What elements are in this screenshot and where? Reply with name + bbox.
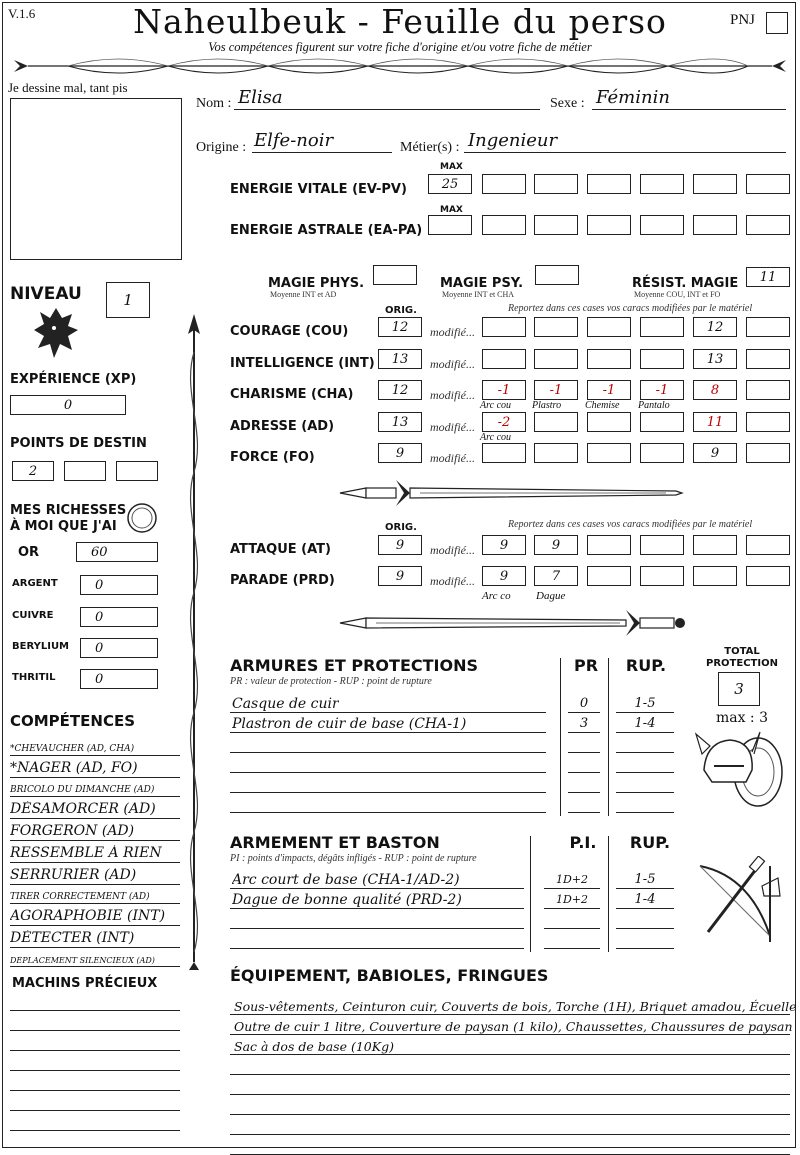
sexe-label: Sexe :: [550, 96, 585, 111]
stat-mod-box[interactable]: -1: [482, 380, 526, 400]
armor-row[interactable]: [230, 694, 546, 713]
stat-mod-box[interactable]: [746, 443, 790, 463]
skill-line[interactable]: [10, 903, 180, 926]
total-label-2: PROTECTION: [706, 658, 778, 669]
armor-sub: PR : valeur de protection - RUP : point de rupture: [230, 676, 432, 687]
niveau-label: NIVEAU: [10, 284, 82, 304]
stat-mod-box[interactable]: -1: [640, 380, 684, 400]
resist-magie-box[interactable]: 11: [746, 267, 790, 287]
equipment-text: Sac à dos de base (10Kg): [234, 1039, 394, 1054]
armor-pr[interactable]: [568, 774, 600, 793]
stat-mod-box[interactable]: [534, 349, 578, 369]
stat-label: COURAGE (COU): [230, 324, 349, 339]
wealth-label: BERYLIUM: [12, 641, 70, 652]
stat-mod-box[interactable]: 13: [693, 349, 737, 369]
stat-modif-label: modifié...: [430, 388, 475, 402]
equipment-line[interactable]: [230, 1136, 790, 1155]
skill-name: AGORAPHOBIE (INT): [10, 908, 166, 924]
equipment-line[interactable]: [230, 1116, 790, 1135]
magie-psy-label: MAGIE PSY.: [440, 276, 524, 291]
stat-mod-box[interactable]: [640, 412, 684, 432]
resist-magie-sub: Moyenne COU, INT et FO: [634, 290, 721, 299]
ev-max-label: MAX: [440, 162, 463, 172]
stat-modif-label: modifié...: [430, 357, 475, 371]
ea-box[interactable]: [640, 215, 684, 235]
portrait-caption: Je dessine mal, tant pis: [8, 80, 128, 95]
wealth-label: ARGENT: [12, 578, 58, 589]
skill-name: DÉPLACEMENT SILENCIEUX (AD): [10, 956, 155, 965]
destin-box-1[interactable]: 2: [12, 461, 54, 481]
combat-modif-label: modifié...: [430, 543, 475, 557]
total-max: max : 3: [715, 710, 769, 726]
equipment-text: Sous-vêtements, Ceinturon cuir, Couverts de bois, Torche (1H), Briquet amadou, Écuelle: [234, 999, 797, 1014]
wealth-box[interactable]: 0: [80, 575, 158, 595]
machins-line[interactable]: [10, 1016, 180, 1031]
richesses-label-2: À MOI QUE J'AI: [10, 519, 117, 534]
skill-line[interactable]: [10, 862, 180, 885]
ea-box[interactable]: [746, 215, 790, 235]
equipment-line[interactable]: [230, 1036, 790, 1055]
nom-field[interactable]: [234, 89, 540, 110]
combat-orig-box[interactable]: 9: [378, 566, 422, 586]
magie-psy-sub: Moyenne INT et CHA: [442, 290, 515, 299]
stat-mod-box[interactable]: [534, 317, 578, 337]
stat-mod-box[interactable]: [534, 412, 578, 432]
armor-row[interactable]: [230, 754, 546, 773]
skill-line[interactable]: [10, 796, 180, 819]
equipment-line[interactable]: [230, 1076, 790, 1095]
skill-line[interactable]: [10, 736, 180, 756]
skill-line[interactable]: [10, 818, 180, 841]
equipment-line[interactable]: [230, 996, 797, 1015]
stat-mod-box[interactable]: [587, 317, 631, 337]
armor-row[interactable]: [230, 714, 546, 733]
skill-name: BRICOLO DU DIMANCHE (AD): [10, 785, 155, 795]
nom-label: Nom :: [196, 96, 232, 111]
pnj-label: PNJ: [730, 12, 756, 28]
ea-max-label: MAX: [440, 205, 463, 215]
armor-rup[interactable]: 1-4: [616, 714, 674, 733]
weapon-rup[interactable]: [616, 910, 674, 929]
ev-box[interactable]: [746, 174, 790, 194]
armor-row[interactable]: [230, 794, 546, 813]
stat-mod-box[interactable]: [746, 412, 790, 432]
armor-divider: [560, 658, 561, 816]
armor-name: Casque de cuir: [232, 696, 339, 712]
combat-hint: Reportez dans ces cases vos caracs modifiées par le matériel: [508, 519, 753, 530]
stat-mod-box[interactable]: -2: [482, 412, 526, 432]
ev-label: ENERGIE VITALE (EV-PV): [230, 182, 407, 197]
sheet-subtitle: Vos compétences figurent sur votre fiche d'origine et/ou votre fiche de métier: [208, 40, 592, 54]
portrait-box[interactable]: [10, 98, 182, 260]
stats-orig-label: ORIG.: [385, 305, 417, 316]
combat-mod-box[interactable]: [640, 566, 684, 586]
weapon-name: Dague de bonne qualité (PRD-2): [232, 892, 462, 908]
equipment-line[interactable]: [230, 1056, 790, 1075]
ea-box[interactable]: [482, 215, 526, 235]
combat-note-1: Arc co: [482, 590, 511, 602]
metier-label: Métier(s) :: [400, 140, 460, 155]
stat-orig-box[interactable]: 13: [378, 349, 422, 369]
machins-line[interactable]: [10, 1036, 180, 1051]
skill-name: FORGERON (AD): [10, 823, 135, 839]
stat-orig-box[interactable]: 12: [378, 380, 422, 400]
weapons-rup-header: RUP.: [629, 833, 671, 852]
stat-label: ADRESSE (AD): [230, 419, 335, 434]
combat-mod-box[interactable]: 9: [534, 535, 578, 555]
weapon-pi[interactable]: 1D+2: [544, 890, 600, 909]
dragon-icon: [32, 304, 80, 362]
armor-rup[interactable]: [616, 754, 674, 773]
weapons-divider: [530, 836, 531, 952]
combat-mod-box[interactable]: 9: [482, 566, 526, 586]
xp-box[interactable]: 0: [10, 395, 126, 415]
sword-icon: [336, 606, 688, 640]
machins-line[interactable]: [10, 1116, 180, 1131]
armor-pr[interactable]: 3: [568, 714, 600, 733]
skill-name: DÉSAMORCER (AD): [10, 801, 156, 817]
combat-note-2: Dague: [536, 590, 566, 602]
armor-rup-header: RUP.: [625, 656, 667, 675]
wealth-box[interactable]: 60: [76, 542, 158, 562]
ev-box[interactable]: [482, 174, 526, 194]
combat-label: PARADE (PRD): [230, 573, 335, 588]
stat-mod-box[interactable]: 9: [693, 443, 737, 463]
weapons-icon: [690, 856, 784, 946]
metier-value: Ingenieur: [468, 130, 558, 151]
stat-label: FORCE (FO): [230, 450, 315, 465]
weapon-row[interactable]: [230, 890, 524, 909]
stat-modif-label: modifié...: [430, 420, 475, 434]
stat-mod-box[interactable]: -1: [587, 380, 631, 400]
ev-box[interactable]: 25: [428, 174, 472, 194]
equipment-title: ÉQUIPEMENT, BABIOLES, FRINGUES: [230, 966, 549, 985]
stat-orig-box[interactable]: 9: [378, 443, 422, 463]
stat-note: Pantalo: [638, 400, 670, 411]
sexe-value: Féminin: [596, 87, 670, 108]
origine-value: Elfe-noir: [254, 130, 334, 151]
combat-modif-label: modifié...: [430, 574, 475, 588]
wealth-box[interactable]: 0: [80, 638, 158, 658]
wealth-label: THRITIL: [12, 672, 56, 683]
weapon-row[interactable]: [230, 930, 524, 949]
destin-box-2[interactable]: [64, 461, 106, 481]
stats-hint: Reportez dans ces cases vos caracs modifiées par le matériel: [508, 303, 753, 314]
skill-line[interactable]: [10, 884, 180, 904]
ev-box[interactable]: [640, 174, 684, 194]
sheet-title: Naheulbeuk - Feuille du perso: [133, 2, 667, 41]
ea-box[interactable]: [534, 215, 578, 235]
stat-modif-label: modifié...: [430, 325, 475, 339]
stat-mod-box[interactable]: [640, 349, 684, 369]
stat-mod-box[interactable]: [587, 443, 631, 463]
destin-label: POINTS DE DESTIN: [10, 436, 147, 451]
skill-line[interactable]: [10, 777, 180, 797]
stat-mod-box[interactable]: [746, 349, 790, 369]
stat-mod-box[interactable]: 8: [693, 380, 737, 400]
stat-mod-box[interactable]: [534, 443, 578, 463]
stat-mod-box[interactable]: [746, 380, 790, 400]
weapon-rup[interactable]: 1-4: [616, 890, 674, 909]
spear-ornament-icon: [182, 312, 206, 972]
resist-magie-label: RÉSIST. MAGIE: [632, 276, 739, 291]
total-protection-box[interactable]: 3: [718, 672, 760, 706]
stat-label: CHARISME (CHA): [230, 387, 354, 402]
origine-field[interactable]: [252, 132, 392, 153]
competences-label: COMPÉTENCES: [10, 712, 136, 730]
combat-mod-box[interactable]: 9: [482, 535, 526, 555]
weapon-pi[interactable]: [544, 910, 600, 929]
sword-icon: [336, 476, 688, 510]
combat-mod-box[interactable]: [693, 535, 737, 555]
weapon-row[interactable]: [230, 910, 524, 929]
niveau-box[interactable]: 1: [106, 282, 150, 318]
armor-pr[interactable]: 0: [568, 694, 600, 713]
skill-name: *NAGER (AD, FO): [10, 760, 138, 776]
weapons-pi-header: P.I.: [569, 833, 597, 852]
machins-line[interactable]: [10, 1076, 180, 1091]
armor-rup[interactable]: [616, 774, 674, 793]
stat-label: INTELLIGENCE (INT): [230, 356, 375, 371]
stat-mod-box[interactable]: [587, 412, 631, 432]
weapons-sub: PI : points d'impacts, dégâts infligés - RUP : point de rupture: [230, 853, 477, 864]
wealth-box[interactable]: 0: [80, 607, 158, 627]
skill-name: DÉTECTER (INT): [10, 930, 135, 946]
nom-value: Elisa: [238, 87, 283, 108]
armor-rup[interactable]: 1-5: [616, 694, 674, 713]
weapon-pi[interactable]: 1D+2: [544, 870, 600, 889]
ea-label: ENERGIE ASTRALE (EA-PA): [230, 223, 423, 238]
machins-line[interactable]: [10, 996, 180, 1011]
version-label: V.1.6: [8, 6, 36, 21]
combat-mod-box[interactable]: [693, 566, 737, 586]
weapon-pi[interactable]: [544, 930, 600, 949]
ea-box[interactable]: [587, 215, 631, 235]
stat-mod-box[interactable]: -1: [534, 380, 578, 400]
combat-label: ATTAQUE (AT): [230, 542, 331, 557]
combat-mod-box[interactable]: [587, 566, 631, 586]
stat-modif-label: modifié...: [430, 451, 475, 465]
magie-phys-label: MAGIE PHYS.: [268, 276, 365, 291]
wealth-label: OR: [18, 545, 40, 560]
skill-line[interactable]: [10, 755, 180, 778]
skill-name: RESSEMBLE À RIEN: [10, 845, 162, 861]
stat-orig-box[interactable]: 12: [378, 317, 422, 337]
stat-mod-box[interactable]: [640, 443, 684, 463]
skill-line[interactable]: [10, 840, 180, 863]
combat-mod-box[interactable]: [587, 535, 631, 555]
combat-mod-box[interactable]: [746, 566, 790, 586]
combat-mod-box[interactable]: [640, 535, 684, 555]
armor-title: ARMURES ET PROTECTIONS: [230, 656, 478, 675]
weapon-rup[interactable]: [616, 930, 674, 949]
magie-phys-sub: Moyenne INT et AD: [270, 290, 337, 299]
armor-row[interactable]: [230, 774, 546, 793]
weapons-divider: [608, 836, 609, 952]
ea-box[interactable]: [693, 215, 737, 235]
coin-icon: [126, 502, 158, 534]
armor-name: Plastron de cuir de base (CHA-1): [232, 716, 467, 732]
stat-mod-box[interactable]: 12: [693, 317, 737, 337]
stat-mod-box[interactable]: 11: [693, 412, 737, 432]
armor-pr[interactable]: [568, 734, 600, 753]
armor-pr[interactable]: [568, 794, 600, 813]
sexe-field[interactable]: [592, 89, 786, 110]
ev-box[interactable]: [693, 174, 737, 194]
combat-orig-box[interactable]: 9: [378, 535, 422, 555]
skill-line[interactable]: [10, 925, 180, 948]
stat-mod-box[interactable]: [482, 443, 526, 463]
armor-pr-header: PR: [573, 656, 599, 675]
armor-row[interactable]: [230, 734, 546, 753]
armor-divider: [608, 658, 609, 816]
stat-mod-box[interactable]: [482, 349, 526, 369]
armor-rup[interactable]: [616, 794, 674, 813]
pnj-checkbox[interactable]: [766, 12, 788, 34]
stat-note: Arc cou: [480, 400, 512, 411]
weapon-row[interactable]: [230, 870, 524, 889]
ev-box[interactable]: [587, 174, 631, 194]
stat-mod-box[interactable]: [482, 317, 526, 337]
armor-rup[interactable]: [616, 734, 674, 753]
skill-name: *CHEVAUCHER (AD, CHA): [10, 744, 135, 754]
destin-box-3[interactable]: [116, 461, 158, 481]
weapon-name: Arc court de base (CHA-1/AD-2): [232, 872, 460, 888]
ev-box[interactable]: [534, 174, 578, 194]
magie-psy-box[interactable]: [535, 265, 579, 285]
wealth-box[interactable]: 0: [80, 669, 158, 689]
stat-orig-box[interactable]: 13: [378, 412, 422, 432]
weapons-title: ARMEMENT ET BASTON: [230, 833, 440, 852]
xp-label: EXPÉRIENCE (XP): [10, 372, 137, 387]
helmet-shield-icon: [694, 724, 786, 812]
stat-mod-box[interactable]: [640, 317, 684, 337]
metier-field[interactable]: [464, 132, 786, 153]
equipment-line[interactable]: [230, 1096, 790, 1115]
magie-phys-box[interactable]: [373, 265, 417, 285]
ea-box[interactable]: [428, 215, 472, 235]
skill-line[interactable]: [10, 947, 180, 967]
skill-name: SERRURIER (AD): [10, 867, 137, 883]
weapon-rup[interactable]: 1-5: [616, 870, 674, 889]
total-label-1: TOTAL: [724, 646, 760, 657]
stat-note: Chemise: [585, 400, 620, 411]
machins-label: MACHINS PRÉCIEUX: [12, 976, 158, 991]
combat-orig-label: ORIG.: [385, 522, 417, 533]
machins-line[interactable]: [10, 1056, 180, 1071]
stat-mod-box[interactable]: [746, 317, 790, 337]
armor-pr[interactable]: [568, 754, 600, 773]
stat-mod-box[interactable]: [587, 349, 631, 369]
richesses-label-1: MES RICHESSES: [10, 503, 127, 518]
combat-mod-box[interactable]: [746, 535, 790, 555]
stat-note: Plastro: [532, 400, 562, 411]
equipment-line[interactable]: [230, 1016, 793, 1035]
combat-mod-box[interactable]: 7: [534, 566, 578, 586]
machins-line[interactable]: [10, 1096, 180, 1111]
origine-label: Origine :: [196, 140, 247, 155]
stat-note: Arc cou: [480, 432, 512, 443]
equipment-text: Outre de cuir 1 litre, Couverture de paysan (1 kilo), Chaussettes, Chaussures de paysan: [234, 1019, 793, 1034]
skill-name: TIRER CORRECTEMENT (AD): [10, 892, 150, 902]
wealth-label: CUIVRE: [12, 610, 54, 621]
